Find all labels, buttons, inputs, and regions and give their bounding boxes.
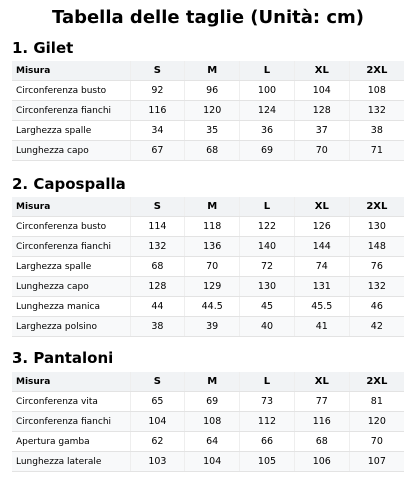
table-row — [12, 277, 404, 297]
row-label: Lunghezza manica — [12, 297, 130, 317]
column-header: L — [240, 197, 295, 217]
table-cell: 103 — [130, 452, 185, 472]
column-header: 2XL — [349, 61, 404, 81]
table-cell: 120 — [185, 101, 240, 121]
table-cell: 45 — [240, 297, 295, 317]
row-label: Circonferenza fianchi — [12, 101, 130, 121]
row-label: Larghezza polsino — [12, 317, 130, 337]
table-cell: 68 — [185, 141, 240, 161]
table-cell: 39 — [185, 317, 240, 337]
row-label: Lunghezza laterale — [12, 452, 130, 472]
row-label: Circonferenza busto — [12, 217, 130, 237]
column-header: Misura — [12, 372, 130, 392]
table-cell: 70 — [349, 432, 404, 452]
table-cell: 35 — [185, 121, 240, 141]
table-cell: 118 — [185, 217, 240, 237]
table-cell: 128 — [294, 101, 349, 121]
table-cell: 108 — [185, 412, 240, 432]
table-cell: 105 — [240, 452, 295, 472]
table-cell: 114 — [130, 217, 185, 237]
page-title: Tabella delle taglie (Unità: cm) — [51, 7, 364, 28]
table-cell: 128 — [130, 277, 185, 297]
column-header: 2XL — [349, 197, 404, 217]
table-cell: 73 — [240, 392, 295, 412]
table-row — [12, 317, 404, 337]
table-cell: 116 — [294, 412, 349, 432]
row-label: Circonferenza vita — [12, 392, 130, 412]
table-cell: 38 — [130, 317, 185, 337]
table-cell: 64 — [185, 432, 240, 452]
table-cell: 62 — [130, 432, 185, 452]
table-cell: 41 — [294, 317, 349, 337]
table-cell: 122 — [240, 217, 295, 237]
table-header-row — [12, 372, 404, 392]
table-cell: 76 — [349, 257, 404, 277]
table-cell: 131 — [294, 277, 349, 297]
table-cell: 66 — [240, 432, 295, 452]
table-cell: 46 — [349, 297, 404, 317]
row-label: Lunghezza capo — [12, 141, 130, 161]
table-cell: 70 — [294, 141, 349, 161]
table-cell: 100 — [240, 81, 295, 101]
table-cell: 68 — [130, 257, 185, 277]
column-header: Misura — [12, 197, 130, 217]
table-cell: 112 — [240, 412, 295, 432]
column-header: L — [240, 61, 295, 81]
table-cell: 72 — [240, 257, 295, 277]
table-cell: 140 — [240, 237, 295, 257]
column-header: XL — [294, 197, 349, 217]
table-cell: 132 — [349, 277, 404, 297]
table-cell: 36 — [240, 121, 295, 141]
table-cell: 81 — [349, 392, 404, 412]
table-cell: 65 — [130, 392, 185, 412]
section-title-capospalla: 2. Capospalla — [12, 175, 126, 193]
column-header: XL — [294, 61, 349, 81]
column-header: M — [185, 61, 240, 81]
table-cell: 106 — [294, 452, 349, 472]
row-label: Circonferenza fianchi — [12, 412, 130, 432]
column-header: M — [185, 372, 240, 392]
table-row — [12, 412, 404, 432]
table-cell: 37 — [294, 121, 349, 141]
row-label: Circonferenza busto — [12, 81, 130, 101]
table-cell: 124 — [240, 101, 295, 121]
table-cell: 45.5 — [294, 297, 349, 317]
table-row — [12, 141, 404, 161]
table-cell: 68 — [294, 432, 349, 452]
table-cell: 70 — [185, 257, 240, 277]
table-row — [12, 217, 404, 237]
table-cell: 92 — [130, 81, 185, 101]
table-row — [12, 101, 404, 121]
table-cell: 132 — [349, 101, 404, 121]
table-cell: 74 — [294, 257, 349, 277]
table-cell: 130 — [240, 277, 295, 297]
table-cell: 148 — [349, 237, 404, 257]
column-header: M — [185, 197, 240, 217]
row-label: Larghezza spalle — [12, 257, 130, 277]
table-cell: 38 — [349, 121, 404, 141]
table-header-row — [12, 197, 404, 217]
table-row — [12, 81, 404, 101]
column-header: XL — [294, 372, 349, 392]
table-cell: 120 — [349, 412, 404, 432]
table-row — [12, 432, 404, 452]
table-row — [12, 237, 404, 257]
table-cell: 107 — [349, 452, 404, 472]
column-header: 2XL — [349, 372, 404, 392]
table-row — [12, 297, 404, 317]
table-cell: 132 — [130, 237, 185, 257]
size-table-capospalla — [12, 197, 404, 337]
table-cell: 67 — [130, 141, 185, 161]
table-row — [12, 121, 404, 141]
size-table-gilet — [12, 61, 404, 161]
section-title-pantaloni: 3. Pantaloni — [12, 349, 114, 367]
size-table-pantaloni — [12, 372, 404, 472]
table-cell: 144 — [294, 237, 349, 257]
table-cell: 130 — [349, 217, 404, 237]
column-header: S — [130, 61, 185, 81]
table-cell: 126 — [294, 217, 349, 237]
table-cell: 71 — [349, 141, 404, 161]
table-header-row — [12, 61, 404, 81]
table-cell: 44.5 — [185, 297, 240, 317]
row-label: Larghezza spalle — [12, 121, 130, 141]
table-cell: 104 — [185, 452, 240, 472]
column-header: S — [130, 372, 185, 392]
table-cell: 136 — [185, 237, 240, 257]
table-cell: 104 — [130, 412, 185, 432]
table-cell: 116 — [130, 101, 185, 121]
table-cell: 96 — [185, 81, 240, 101]
table-row — [12, 257, 404, 277]
table-cell: 129 — [185, 277, 240, 297]
row-label: Lunghezza capo — [12, 277, 130, 297]
table-cell: 69 — [185, 392, 240, 412]
column-header: S — [130, 197, 185, 217]
row-label: Apertura gamba — [12, 432, 130, 452]
table-cell: 77 — [294, 392, 349, 412]
table-cell: 34 — [130, 121, 185, 141]
row-label: Circonferenza fianchi — [12, 237, 130, 257]
column-header: Misura — [12, 61, 130, 81]
section-title-gilet: 1. Gilet — [12, 39, 74, 57]
table-cell: 69 — [240, 141, 295, 161]
table-cell: 108 — [349, 81, 404, 101]
table-cell: 40 — [240, 317, 295, 337]
table-cell: 42 — [349, 317, 404, 337]
table-cell: 104 — [294, 81, 349, 101]
column-header: L — [240, 372, 295, 392]
table-cell: 44 — [130, 297, 185, 317]
table-row — [12, 392, 404, 412]
table-row — [12, 452, 404, 472]
